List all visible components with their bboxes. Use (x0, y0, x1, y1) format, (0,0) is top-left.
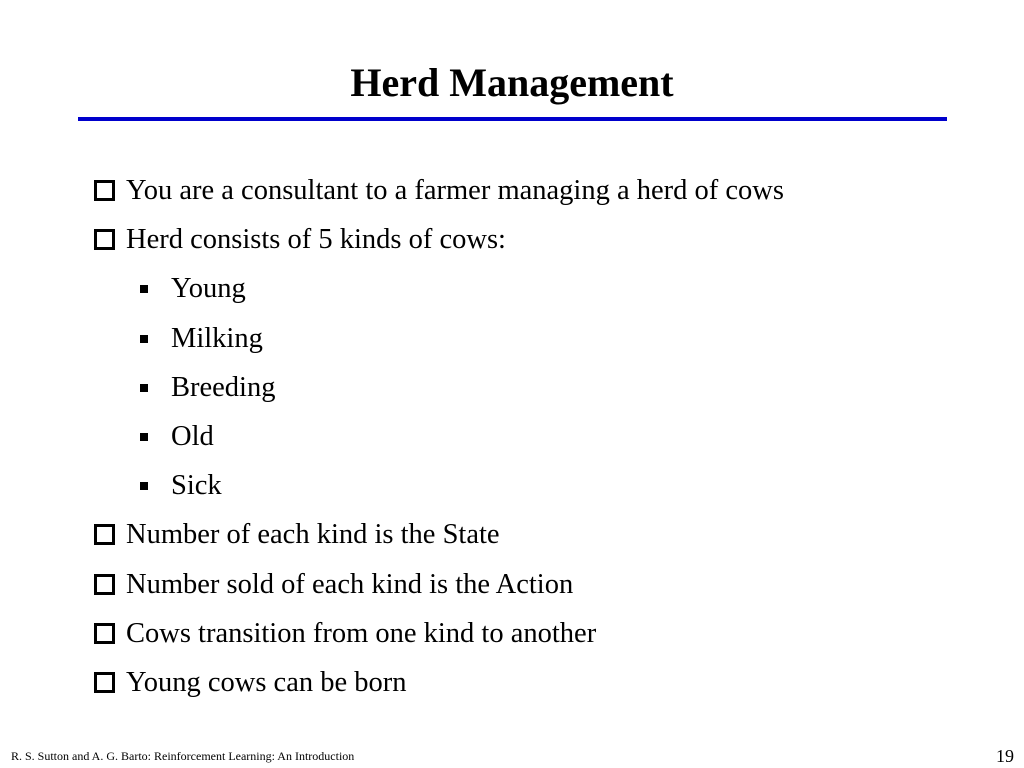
hollow-square-bullet-icon (94, 574, 115, 595)
slide-title: Herd Management (350, 60, 674, 105)
sub-bullet-text: Old (171, 420, 214, 452)
sub-bullet-text: Sick (171, 470, 222, 502)
bullet-item (0, 658, 1024, 707)
hollow-square-bullet-icon (94, 524, 115, 545)
bullet-text: Number of each kind is the State (126, 519, 500, 551)
sub-bullet-text: Young (171, 273, 246, 305)
bullet-text: Herd consists of 5 kinds of cows: (126, 224, 506, 256)
hollow-square-bullet-icon (94, 623, 115, 644)
filled-square-bullet-icon (140, 433, 148, 441)
filled-square-bullet-icon (140, 335, 148, 343)
bullet-text: Cows transition from one kind to another (126, 617, 597, 649)
bullet-item (0, 609, 1024, 658)
sub-bullet-item (0, 264, 1024, 313)
bullet-item (0, 510, 1024, 559)
sub-bullet-item (0, 461, 1024, 510)
filled-square-bullet-icon (140, 482, 148, 490)
bullet-text: You are a consultant to a farmer managing a herd of cows (126, 175, 784, 206)
title-underline (78, 117, 947, 121)
hollow-square-bullet-icon (94, 672, 115, 693)
bullet-text: Young cows can be born (126, 666, 407, 698)
bullet-item (0, 560, 1024, 609)
hollow-square-bullet-icon (94, 229, 115, 250)
hollow-square-bullet-icon (94, 180, 115, 201)
filled-square-bullet-icon (140, 285, 148, 293)
bullet-item (0, 166, 1024, 215)
bullet-item (0, 215, 1024, 264)
footer-credit: R. S. Sutton and A. G. Barto: Reinforcement Learning: An Introduction (11, 749, 355, 763)
bullet-text: Number sold of each kind is the Action (126, 568, 574, 600)
sub-bullet-text: Breeding (171, 371, 276, 403)
filled-square-bullet-icon (140, 384, 148, 392)
page-number: 19 (996, 746, 1014, 766)
sub-bullet-text: Milking (171, 322, 263, 354)
sub-bullet-item (0, 314, 1024, 363)
sub-bullet-item (0, 412, 1024, 461)
bullet-list (0, 166, 1024, 707)
sub-bullet-item (0, 363, 1024, 412)
